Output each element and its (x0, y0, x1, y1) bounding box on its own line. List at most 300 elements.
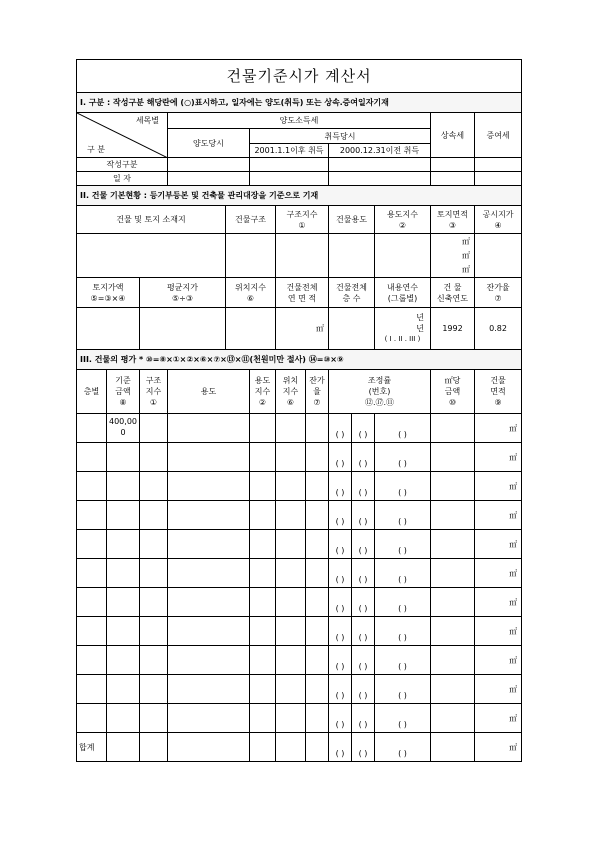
building-area-cell[interactable] (475, 617, 522, 646)
base-amount-value[interactable]: 400,000 (107, 414, 140, 443)
adjust-label-1: 조정률 (367, 376, 392, 385)
base-amount-cell[interactable] (107, 472, 140, 501)
total-floors-label-1: 건물전체 (336, 282, 367, 292)
land-value-formula: ⑤=③×④ (90, 293, 126, 303)
unit-m2: ㎡ (509, 568, 518, 578)
use-index-cell[interactable] (250, 443, 276, 472)
adjust-paren: ( ) (398, 575, 407, 584)
building-area-cell[interactable] (475, 646, 522, 675)
date-gift-cell[interactable] (475, 172, 522, 186)
floor-cell[interactable] (77, 588, 107, 617)
adjust-paren: ( ) (358, 633, 368, 642)
date-before-cell[interactable] (329, 172, 431, 186)
date-after-cell[interactable] (250, 172, 329, 186)
base-amount-cell[interactable] (107, 588, 140, 617)
adjust-cell[interactable] (375, 472, 431, 501)
price-per-m2-cell[interactable] (431, 704, 475, 733)
structure-header: 건물구조 (226, 206, 276, 234)
building-area-cell[interactable] (475, 675, 522, 704)
price-per-m2-cell[interactable] (431, 501, 475, 530)
base-amount-cell[interactable] (107, 443, 140, 472)
transfer-tax-header: 양도소득세 (168, 113, 431, 129)
building-area-cell[interactable] (475, 559, 522, 588)
table-row (77, 414, 522, 443)
loc-index-cell[interactable] (276, 414, 306, 443)
use-index-cell[interactable] (250, 472, 276, 501)
loc-index-cell[interactable] (276, 588, 306, 617)
loc-index-label-1: 위치 (282, 376, 299, 385)
building-area-cell[interactable] (475, 501, 522, 530)
use-index-no: ② (398, 220, 407, 230)
adjust-paren: ( ) (358, 459, 368, 468)
use-cell[interactable] (168, 704, 250, 733)
adjust-cell[interactable] (329, 559, 352, 588)
struct-index-cell[interactable] (140, 733, 168, 762)
floor-cell[interactable] (77, 617, 107, 646)
loc-index-cell[interactable] (276, 646, 306, 675)
use-index-cell[interactable] (250, 646, 276, 675)
total-floors-value[interactable] (329, 308, 375, 350)
loc-index-header (226, 278, 276, 308)
residual-cell[interactable] (306, 588, 329, 617)
adjust-cell[interactable] (329, 501, 352, 530)
price-per-m2-cell[interactable] (431, 675, 475, 704)
residual-cell[interactable] (306, 443, 329, 472)
land-price-no: ④ (494, 220, 502, 230)
struct-index-cell[interactable] (140, 443, 168, 472)
adjust-header (329, 370, 431, 414)
location-header: 건물 및 토지 소재지 (77, 206, 226, 234)
use-index-cell[interactable] (250, 733, 276, 762)
floor-cell[interactable] (77, 530, 107, 559)
price-per-m2-cell[interactable] (431, 559, 475, 588)
price-per-m2-cell[interactable] (431, 646, 475, 675)
unit-m2: ㎡ (509, 481, 518, 491)
unit-m2: ㎡ (509, 452, 518, 462)
write-inheritance-cell[interactable] (431, 158, 475, 172)
table-row (77, 704, 522, 733)
use-cell[interactable] (168, 443, 250, 472)
write-gift-cell[interactable] (475, 158, 522, 172)
transfer-time-header: 양도당시 (168, 129, 250, 158)
use-cell[interactable] (168, 414, 250, 443)
base-amount-cell[interactable] (107, 646, 140, 675)
built-year-header (431, 278, 475, 308)
floor-area-value[interactable] (276, 308, 329, 350)
avg-price-label: 평균지가 (167, 282, 198, 292)
residual-header (475, 278, 522, 308)
residual-cell[interactable] (306, 704, 329, 733)
base-amount-label-2: 금액 (115, 387, 131, 396)
adjust-cell[interactable] (352, 472, 375, 501)
adjust-paren: ( ) (358, 517, 368, 526)
use-index-cell[interactable] (250, 617, 276, 646)
unit-m2: ㎡ (509, 655, 518, 665)
price-per-m2-cell[interactable] (431, 443, 475, 472)
use-cell[interactable] (168, 617, 250, 646)
base-amount-cell[interactable] (107, 559, 140, 588)
struct-index-cell[interactable] (140, 414, 168, 443)
use-header: 건물용도 (329, 206, 375, 234)
date-transfer-cell[interactable] (168, 172, 250, 186)
avg-price-value[interactable] (140, 308, 226, 350)
floor-cell[interactable] (77, 646, 107, 675)
floor-area-label-1: 건물전체 (286, 282, 318, 292)
use-cell[interactable] (168, 733, 250, 762)
struct-index-cell[interactable] (140, 675, 168, 704)
loc-index-cell[interactable] (276, 675, 306, 704)
land-price-label: 공시지가 (482, 209, 514, 219)
adjust-cell[interactable] (352, 414, 375, 443)
struct-index-label: 구조지수 (286, 209, 318, 219)
table-row (77, 588, 522, 617)
residual-label: 잔가율 (486, 282, 510, 292)
price-per-m2-cell[interactable] (431, 414, 475, 443)
evaluation-rows (77, 414, 522, 762)
loc-index-no: ⑥ (246, 293, 255, 303)
loc-index-cell[interactable] (276, 617, 306, 646)
adjust-cell[interactable] (375, 704, 431, 733)
table-row (77, 646, 522, 675)
loc-index-cell[interactable] (276, 472, 306, 501)
struct-index-cell[interactable] (140, 559, 168, 588)
location-value[interactable] (77, 234, 226, 278)
residual-no: ⑦ (494, 293, 502, 303)
building-area-cell[interactable] (475, 733, 522, 762)
unit-m2: ㎡ (509, 684, 518, 694)
category-label: 구 분 (87, 145, 105, 154)
adjust-paren: ( ) (335, 604, 345, 613)
adjust-paren: ( ) (335, 749, 345, 758)
adjust-cell[interactable] (352, 733, 375, 762)
base-amount-cell[interactable] (107, 733, 140, 762)
use-index-label: 용도지수 (387, 209, 418, 219)
residual-cell[interactable] (306, 733, 329, 762)
adjust-paren: ( ) (398, 749, 407, 758)
adjust-cell[interactable] (329, 675, 352, 704)
struct-index-cell[interactable] (140, 588, 168, 617)
base-amount-header (107, 370, 140, 414)
residual-cell[interactable] (306, 530, 329, 559)
built-year-label-2: 신축연도 (437, 293, 468, 303)
adjust-paren: ( ) (358, 488, 368, 497)
price-per-m2-label-2: 금액 (444, 387, 461, 396)
adjust-paren: ( ) (398, 604, 407, 613)
section2-heading: II. 건물 기본현황 : 등기부등본 및 건축물 관리대장을 기준으로 기재 (77, 186, 522, 206)
adjust-cell[interactable] (329, 530, 352, 559)
building-area-no: ⑨ (494, 398, 502, 407)
floor-cell[interactable] (77, 414, 107, 443)
adjust-paren: ( ) (398, 459, 407, 468)
adjust-paren: ( ) (358, 662, 368, 671)
loc-index-no-3: ⑥ (286, 398, 295, 407)
adjust-paren: ( ) (358, 749, 368, 758)
write-category-label: 작성구분 (77, 158, 168, 172)
building-area-label-1: 건물 (490, 376, 506, 385)
adjust-paren: ( ) (398, 488, 407, 497)
use-cell[interactable] (168, 675, 250, 704)
table-row (77, 559, 522, 588)
date-label: 일 자 (77, 172, 168, 186)
land-area-no: ③ (448, 220, 457, 230)
useful-life-value[interactable] (375, 308, 431, 350)
useful-life-header (375, 278, 431, 308)
adjust-paren: ( ) (398, 517, 407, 526)
adjust-paren: ( ) (335, 430, 345, 439)
base-amount-cell[interactable] (107, 501, 140, 530)
price-per-m2-cell[interactable] (431, 617, 475, 646)
adjust-paren: ( ) (398, 662, 407, 671)
residual-cell[interactable] (306, 559, 329, 588)
loc-index-cell[interactable] (276, 559, 306, 588)
adjust-no: ⑫.⑰.⑪ (364, 398, 395, 407)
building-area-cell[interactable] (475, 414, 522, 443)
use-index-label-2: 지수 (254, 387, 271, 396)
table-row (77, 472, 522, 501)
adjust-cell[interactable] (329, 472, 352, 501)
adjust-cell[interactable] (329, 704, 352, 733)
residual-label-1: 잔가 (309, 376, 325, 385)
residual-cell[interactable] (306, 617, 329, 646)
unit-m2: ㎡ (509, 713, 518, 723)
adjust-cell[interactable] (375, 414, 431, 443)
use-index-value[interactable] (375, 234, 431, 278)
loc-index-label: 위치지수 (235, 282, 266, 292)
price-per-m2-no: ⑩ (448, 398, 457, 407)
adjust-cell[interactable] (329, 733, 352, 762)
use-index-cell[interactable] (250, 414, 276, 443)
useful-life-label-2: (그룹별) (387, 293, 418, 303)
unit-m2: ㎡ (509, 539, 518, 549)
adjust-cell[interactable] (375, 646, 431, 675)
adjust-paren: ( ) (335, 575, 345, 584)
use-index-cell[interactable] (250, 559, 276, 588)
built-year-label-1: 건 물 (443, 282, 462, 292)
building-price-form (76, 59, 522, 762)
category-diagonal-cell (77, 113, 168, 158)
land-value-value[interactable] (77, 308, 140, 350)
adjust-cell[interactable] (352, 588, 375, 617)
residual-no-3: ⑦ (313, 398, 321, 407)
adjust-paren: ( ) (398, 633, 407, 642)
adjust-paren: ( ) (398, 546, 407, 555)
adjust-cell[interactable] (375, 588, 431, 617)
use-index-cell[interactable] (250, 501, 276, 530)
adjust-cell[interactable] (329, 588, 352, 617)
adjust-cell[interactable] (352, 443, 375, 472)
floor-cell[interactable] (77, 704, 107, 733)
unit-m2: ㎡ (316, 324, 324, 333)
floor-header: 층별 (77, 370, 107, 414)
unit-m2: ㎡ (509, 742, 518, 752)
struct-index-cell[interactable] (140, 646, 168, 675)
use-index-cell[interactable] (250, 675, 276, 704)
loc-index-header-3 (276, 370, 306, 414)
adjust-cell[interactable] (329, 443, 352, 472)
use-cell[interactable] (168, 588, 250, 617)
struct-index-header (276, 206, 329, 234)
write-before-cell[interactable] (329, 158, 431, 172)
price-per-m2-cell[interactable] (431, 472, 475, 501)
floor-cell[interactable] (77, 472, 107, 501)
land-area-value[interactable] (431, 234, 475, 278)
struct-index-label-1: 구조 (145, 376, 162, 385)
unit-m2: ㎡ (462, 236, 470, 246)
adjust-cell[interactable] (329, 414, 352, 443)
table-row (77, 617, 522, 646)
adjust-cell[interactable] (352, 617, 375, 646)
building-area-header (475, 370, 522, 414)
use-value[interactable] (329, 234, 375, 278)
residual-cell[interactable] (306, 414, 329, 443)
total-floors-header (329, 278, 375, 308)
date-inheritance-cell[interactable] (431, 172, 475, 186)
table-row (77, 675, 522, 704)
section1-heading: I. 구분 : 작성구분 해당란에 (○)표시하고, 일자에는 양도(취득) 또는 상속․증여일자기재 (77, 93, 522, 113)
use-index-cell[interactable] (250, 530, 276, 559)
adjust-paren: ( ) (335, 459, 345, 468)
acquire-time-header: 취득당시 (250, 129, 431, 144)
residual-value[interactable]: 0.82 (475, 308, 522, 350)
price-per-m2-cell[interactable] (431, 588, 475, 617)
struct-index-cell[interactable] (140, 501, 168, 530)
adjust-cell[interactable] (375, 443, 431, 472)
use-cell[interactable] (168, 559, 250, 588)
adjust-cell[interactable] (329, 617, 352, 646)
tax-item-label: 세목별 (135, 116, 159, 125)
use-cell[interactable] (168, 501, 250, 530)
struct-index-value[interactable] (276, 234, 329, 278)
struct-index-cell[interactable] (140, 472, 168, 501)
building-area-cell[interactable] (475, 588, 522, 617)
loc-index-cell[interactable] (276, 443, 306, 472)
group-note: ( I . II . III ) (384, 335, 421, 343)
price-per-m2-cell[interactable] (431, 733, 475, 762)
price-per-m2-header (431, 370, 475, 414)
adjust-cell[interactable] (352, 501, 375, 530)
adjust-cell[interactable] (375, 733, 431, 762)
write-after-cell[interactable] (250, 158, 329, 172)
base-amount-cell[interactable] (107, 704, 140, 733)
adjust-paren: ( ) (358, 430, 368, 439)
land-value-header (77, 278, 140, 308)
built-year-value[interactable]: 1992 (431, 308, 475, 350)
before-2000-header: 2000.12.31이전 취득 (329, 144, 431, 158)
loc-index-value[interactable] (226, 308, 276, 350)
adjust-cell[interactable] (375, 559, 431, 588)
land-price-value[interactable] (475, 234, 522, 278)
section3-heading: III. 건물의 평가 * ⑩=⑧×①×②×⑥×⑦×⑬×⑪(천원미만 절사) ⑭=⑩×⑨ (77, 350, 522, 370)
loc-index-cell[interactable] (276, 704, 306, 733)
struct-index-header-3 (140, 370, 168, 414)
floor-cell[interactable] (77, 443, 107, 472)
after-2001-header: 2001.1.1이후 취득 (250, 144, 329, 158)
loc-index-cell[interactable] (276, 501, 306, 530)
use-index-header-3 (250, 370, 276, 414)
residual-cell[interactable] (306, 472, 329, 501)
unit-m2: ㎡ (509, 626, 518, 636)
structure-value[interactable] (226, 234, 276, 278)
price-per-m2-label-1: ㎡당 (444, 376, 461, 385)
useful-life-label-1: 내용연수 (387, 282, 418, 292)
land-value-label: 토지가액 (92, 282, 124, 292)
adjust-paren: ( ) (335, 691, 345, 700)
unit-m2: ㎡ (462, 264, 470, 274)
loc-index-cell[interactable] (276, 530, 306, 559)
use-cell[interactable] (168, 646, 250, 675)
use-cell[interactable] (168, 472, 250, 501)
price-per-m2-cell[interactable] (431, 530, 475, 559)
use-cell[interactable] (168, 530, 250, 559)
base-amount-cell[interactable] (107, 675, 140, 704)
floor-cell[interactable] (77, 675, 107, 704)
base-amount-label-1: 기준 (115, 376, 131, 385)
adjust-label-2: (번호) (368, 387, 391, 396)
adjust-cell[interactable] (352, 646, 375, 675)
table-row (77, 501, 522, 530)
floor-cell[interactable] (77, 559, 107, 588)
struct-index-cell[interactable] (140, 617, 168, 646)
building-area-cell[interactable] (475, 530, 522, 559)
avg-price-formula: ⑤÷③ (171, 293, 194, 303)
adjust-paren: ( ) (335, 662, 345, 671)
unit-m2: ㎡ (509, 597, 518, 607)
total-row (77, 733, 522, 762)
adjust-cell[interactable] (375, 501, 431, 530)
adjust-cell[interactable] (375, 530, 431, 559)
floor-area-header (276, 278, 329, 308)
table-row (77, 530, 522, 559)
struct-index-cell[interactable] (140, 704, 168, 733)
residual-cell[interactable] (306, 675, 329, 704)
adjust-cell[interactable] (352, 675, 375, 704)
adjust-cell[interactable] (352, 704, 375, 733)
adjust-cell[interactable] (352, 559, 375, 588)
use-index-cell[interactable] (250, 588, 276, 617)
struct-index-cell[interactable] (140, 530, 168, 559)
building-area-cell[interactable] (475, 443, 522, 472)
struct-index-no: ① (298, 220, 306, 230)
write-transfer-cell[interactable] (168, 158, 250, 172)
total-floors-label-2: 층 수 (342, 293, 361, 303)
residual-cell[interactable] (306, 501, 329, 530)
adjust-paren: ( ) (358, 575, 368, 584)
base-amount-cell[interactable] (107, 617, 140, 646)
loc-index-cell[interactable] (276, 733, 306, 762)
adjust-paren: ( ) (335, 546, 345, 555)
total-label: 합계 (77, 733, 107, 762)
adjust-cell[interactable] (375, 675, 431, 704)
base-amount-cell[interactable] (107, 530, 140, 559)
adjust-cell[interactable] (352, 530, 375, 559)
adjust-paren: ( ) (398, 691, 407, 700)
land-area-header (431, 206, 475, 234)
adjust-paren: ( ) (358, 691, 368, 700)
avg-price-header (140, 278, 226, 308)
building-area-cell[interactable] (475, 472, 522, 501)
adjust-paren: ( ) (358, 604, 368, 613)
form-title: 건물기준시가 계산서 (77, 60, 522, 93)
building-area-cell[interactable] (475, 704, 522, 733)
adjust-cell[interactable] (375, 617, 431, 646)
residual-cell[interactable] (306, 646, 329, 675)
adjust-cell[interactable] (329, 646, 352, 675)
use-index-cell[interactable] (250, 704, 276, 733)
unit-m2: ㎡ (509, 510, 518, 520)
floor-cell[interactable] (77, 501, 107, 530)
year-unit: 년 (416, 324, 424, 333)
adjust-paren: ( ) (335, 720, 345, 729)
